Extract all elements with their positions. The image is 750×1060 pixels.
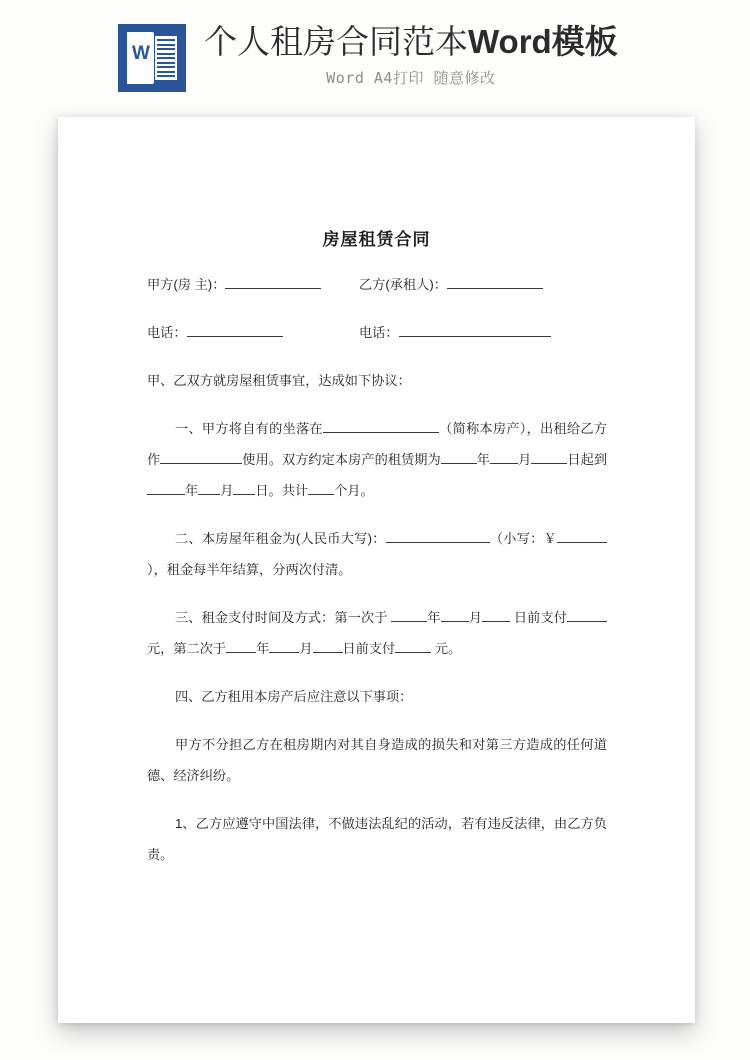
- landlord-field: [147, 269, 359, 300]
- clause-3-seg-6: 年: [256, 641, 270, 656]
- clause-3-first-month-blank: [441, 607, 469, 622]
- clause-3-first-day-blank: [482, 607, 510, 622]
- clause-2-seg-3: ），租金每半年结算，分两次付清。: [147, 562, 352, 577]
- clause-3-seg-1: 三、租金支付时间及方式：第一次于: [175, 610, 392, 625]
- clause-1-seg-6: 日起到: [567, 452, 608, 467]
- clause-1-seg-4: 年: [476, 452, 491, 467]
- tenant-name-blank: [447, 274, 543, 289]
- spacer: [147, 664, 607, 681]
- clause-1-seg-7: 年: [185, 483, 199, 498]
- clause-3-second-year-blank: [226, 638, 256, 653]
- phones-row: [147, 317, 607, 348]
- liability-note: 甲方不分担乙方在租房期内对其自身造成的损失和对第三方造成的任何道德、经济纠纷。: [147, 737, 607, 783]
- clause-3-first-year-blank: [391, 607, 427, 622]
- clause-1-months-blank: [308, 480, 334, 495]
- clause-1-end-year-blank: [147, 480, 185, 495]
- clause-1-seg-8: 月: [220, 483, 234, 498]
- word-icon-text-lines: [155, 36, 177, 80]
- sub-item-1: 1、乙方应遵守中国法律，不做违法乱纪的活动，若有违反法律，由乙方负责。: [147, 816, 607, 862]
- document-page-body: [58, 117, 695, 1023]
- clause-1-seg-3: 使用。双方约定本房产的租赁期为: [242, 452, 441, 467]
- clause-1-start-month-blank: [490, 449, 518, 464]
- banner-title-cn: 个人租房合同范本: [204, 23, 468, 60]
- clause-3-seg-5: 元，第二次于: [147, 641, 227, 656]
- clause-2: [147, 523, 607, 585]
- clause-1-seg-5: 月: [518, 452, 532, 467]
- clause-3-second-amount-blank: [395, 638, 431, 653]
- clause-1-seg-1: 一、甲方将自有的坐落在: [175, 421, 323, 436]
- clause-3-seg-2: 年: [427, 610, 441, 625]
- banner-title: [204, 22, 618, 62]
- document-title: 房屋租赁合同: [322, 230, 431, 249]
- clause-2-amount-words-blank: [386, 528, 490, 543]
- clause-1-seg-10: 个月。: [334, 483, 374, 498]
- clause-1-usage-blank: [160, 449, 242, 464]
- promo-banner: [0, 0, 750, 110]
- landlord-phone-label: 电话：: [147, 325, 187, 340]
- banner-content: [118, 22, 618, 92]
- word-document-icon: [118, 24, 186, 92]
- spacer: [147, 585, 607, 602]
- tenant-phone-label: 电话：: [359, 325, 399, 340]
- clause-1-end-day-blank: [233, 480, 255, 495]
- spacer: [147, 396, 607, 413]
- tenant-phone-field: [359, 317, 607, 348]
- clause-1-start-day-blank: [531, 449, 567, 464]
- clause-3-second-day-blank: [313, 638, 343, 653]
- spacer: [147, 791, 607, 808]
- banner-title-en: Word模板: [468, 23, 618, 60]
- clause-2-seg-2: （小写：￥: [489, 531, 557, 546]
- landlord-phone-blank: [187, 322, 283, 337]
- spacer: [147, 348, 607, 365]
- tenant-field: [359, 269, 607, 300]
- tenant-label: 乙方(承租人)：: [359, 277, 447, 292]
- landlord-phone-field: [147, 317, 359, 348]
- clause-1-seg-9: 日。共计: [255, 483, 309, 498]
- spacer: [147, 300, 607, 317]
- tenant-phone-blank: [399, 322, 551, 337]
- spacer: [147, 712, 607, 729]
- clause-1-seg-2: （简称本房产），出租给乙方作: [147, 421, 607, 467]
- clause-2-seg-1: 二、本房屋年租金为(人民币大写)：: [175, 531, 386, 546]
- clause-1: [147, 413, 607, 506]
- clause-1-start-year-blank: [441, 449, 477, 464]
- clause-1-end-month-blank: [198, 480, 220, 495]
- banner-text-block: [204, 22, 618, 88]
- landlord-name-blank: [225, 274, 321, 289]
- banner-subtitle: Word A4打印 随意修改: [326, 69, 496, 87]
- clause-3-seg-9: 元。: [431, 641, 462, 656]
- clause-4: 四、乙方租用本房产后应注意以下事项：: [175, 689, 413, 704]
- clause-1-address-blank: [323, 418, 439, 433]
- clause-3: [147, 602, 607, 664]
- agreement-intro: 甲、乙双方就房屋租赁事宜，达成如下协议：: [147, 373, 411, 388]
- clause-3-first-amount-blank: [567, 607, 607, 622]
- clause-3-second-month-blank: [269, 638, 299, 653]
- document-content: [147, 269, 607, 870]
- landlord-label: 甲方(房 主)：: [147, 277, 226, 292]
- clause-3-seg-7: 月: [299, 641, 313, 656]
- clause-3-seg-3: 月: [468, 610, 483, 625]
- clause-3-seg-4: 日前支付: [510, 610, 568, 625]
- clause-3-seg-8: 日前支付: [342, 641, 396, 656]
- parties-row: [147, 269, 607, 300]
- spacer: [147, 506, 607, 523]
- word-icon-letter: W: [132, 43, 150, 64]
- clause-2-amount-digits-blank: [557, 528, 607, 543]
- document-page: [58, 117, 695, 1023]
